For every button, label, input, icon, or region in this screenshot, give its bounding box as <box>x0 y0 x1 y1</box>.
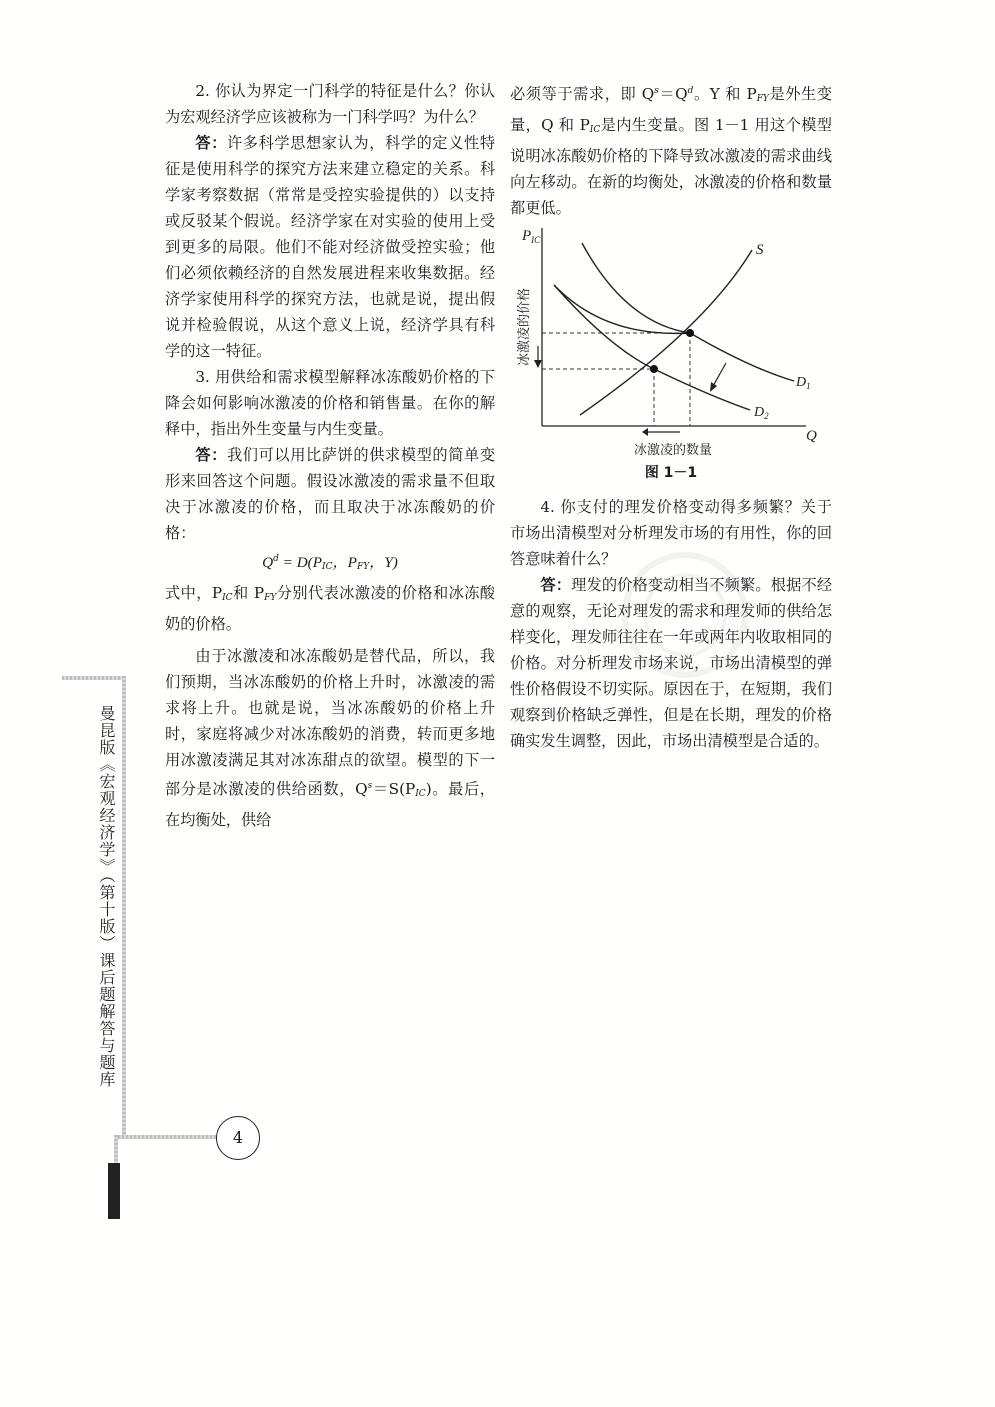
side-rule-bottom <box>114 1135 218 1139</box>
question-4: 4. 你支付的理发价格变动得多频繁？关于市场出清模型对分析理发市场的有用性，你的回答意味着什么？ <box>510 498 832 568</box>
answer-3 <box>165 442 495 546</box>
answer-3-text: 我们可以用比萨饼的供求模型的简单变形来回答这个问题。假设冰激凌的需求量不但取决于冰激凌的价格，而且取决于冰冻酸奶的价格： <box>165 446 496 542</box>
right-column-bottom <box>510 494 832 754</box>
equation-explanation: 式中，$P_{IC}$和 $P_{FY}$分别代表冰激凌的价格和冰冻酸奶的价格。 <box>165 584 495 633</box>
answer-4-text: 理发的价格变动相当不频繁。根据不经意的观察，无论对理发的需求和理发师的供给怎样变化，理发师往往在一年或两年内收取相同的价格。对分析理发市场来说，市场出清模型的弹性价格假设不切实际。原因在于，在短期，我们观察到价格缺乏弹性，但是在长期，理发的价格确实发生调整，因此，市场出清模型是合适的。 <box>510 576 833 750</box>
x-axis-symbol: Q <box>806 428 817 444</box>
book-title-vertical: 曼昆版《宏观经济学》（第十版）课后题解答与题库 <box>97 705 116 1088</box>
answer-2-text: 许多科学思想家认为，科学的定义性特征是使用科学的探究方法来建立稳定的关系。科学家考察数据（常常是受控实验提供的）以支持或反驳某个假说。经济学家在对实验的使用上受到更多的局限。他们不能对经济做受控实验；他们必须依赖经济的自然发展进程来收集数据。经济学家使用科学的探究方法，也就是说，提出假说并检验假说，从这个意义上说，经济学具有科学的这一特征。 <box>165 134 496 360</box>
answer-2-label: 答： <box>195 134 227 152</box>
demand-shift-arrowhead <box>710 382 717 392</box>
equilibrium-paragraph: 必须等于需求，即 $Q^s=Q^d$。Y 和 $P_{FY}$是外生变量，Q 和 $P_{IC}$是内生变量。图 1－1 用这个模型说明冰冻酸奶价格的下降导致冰激凌的需求曲线向左移动。在新的均衡处，冰激凌的价格和数量都更低。 <box>510 85 833 217</box>
demand-curve-1 <box>554 285 794 381</box>
answer-3-label: 答： <box>195 446 227 464</box>
answer-4 <box>510 572 832 754</box>
figure-1-1 <box>510 218 832 488</box>
answer-2 <box>165 130 495 364</box>
demand-curve-1-upper <box>582 243 690 333</box>
y-axis-label: 冰激凌的价格 <box>517 287 532 366</box>
substitute-paragraph: 由于冰激凌和冰冻酸奶是替代品，所以，我们预期，当冰冻酸奶的价格上升时，冰激凌的需求将上升。也就是说，当冰冻酸奶的价格上升时，家庭将减少对冰冻酸奶的消费，转而更多地用冰激凌满足其对冰冻甜点的欲望。模型的下一部分是冰激凌的供给函数，$Q^s=S(P_{IC})$。最后，在均衡处，供给 <box>165 647 495 829</box>
question-2: 2. 你认为界定一门科学的特征是什么？你认为宏观经济学应该被称为一门科学吗？为什么？ <box>165 82 495 126</box>
demand-2-label: $D_2$ <box>754 405 769 421</box>
price-down-arrowhead <box>534 360 542 368</box>
x-axis-label: 冰激凌的数量 <box>634 443 713 458</box>
supply-label: S <box>756 242 764 258</box>
supply-demand-diagram <box>510 218 832 458</box>
quantity-left-arrowhead <box>642 428 648 436</box>
demand-equation: $Q^d = D(P_{IC}$，$P_{FY}$，Y) <box>262 554 398 572</box>
page-number: 4 <box>216 1116 260 1160</box>
y-axis-symbol: $P_{IC}$ <box>522 228 541 245</box>
demand-curve-2 <box>554 285 750 410</box>
right-column-top <box>510 78 832 221</box>
demand-1-label: $D_1$ <box>796 375 811 391</box>
question-3: 3. 用供给和需求模型解释冰冻酸奶价格的下降会如何影响冰激凌的价格和销售量。在你的解释中，指出外生变量与内生变量。 <box>165 368 495 438</box>
side-rule-top <box>62 676 124 680</box>
new-equilibrium-point <box>650 365 658 373</box>
old-equilibrium-point <box>686 329 694 337</box>
left-column <box>165 78 495 833</box>
figure-caption: 图 1－1 <box>644 465 698 481</box>
answer-4-label: 答： <box>540 576 572 594</box>
side-rule-short <box>114 1135 118 1165</box>
side-black-block <box>108 1163 120 1219</box>
side-rule-vertical <box>122 676 126 1138</box>
